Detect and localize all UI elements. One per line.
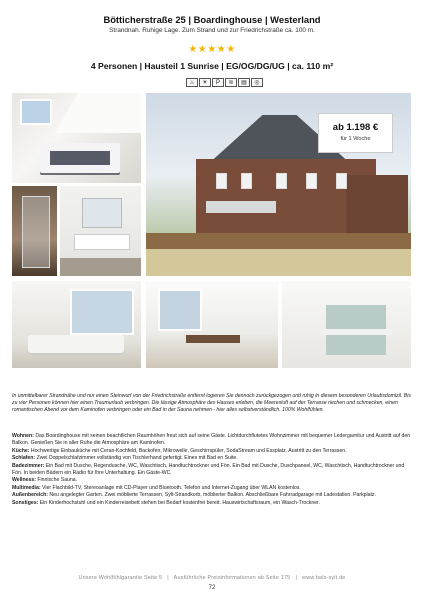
- photo-bedroom: [12, 93, 141, 183]
- feature-item: Sonstiges: Ein Kinderhochstuhl und ein Kinderreisebett stehen bei Bedarf kostenfrei bereit. Hauswirtschaftsraum, ein Wasch-Trockner.: [12, 499, 320, 506]
- page-subtitle: Strandnah. Ruhige Lage. Zum Strand und zur Friedrichstraße ca. 100 m.: [109, 27, 315, 34]
- photo-shower: [12, 186, 57, 276]
- price-amount: ab 1.198 €: [332, 122, 379, 133]
- parking-icon: P: [212, 78, 224, 87]
- sauna-icon: ♨: [186, 78, 198, 87]
- dishwasher-icon: ▤: [238, 78, 250, 87]
- property-info: 4 Personen | Hausteil 1 Sunrise | EG/OG/DG/UG | ca. 110 m²: [90, 61, 334, 71]
- feature-item: Badezimmer: Ein Bad mit Dusche, Regendusche, WC, Waschtisch, Handtuchtrockner und Fön. Ein Bad mit Dusche, Duschpaneel, WC, Waschtisch, Handtuchtrockner und Fön. In beiden Bädern ein Radio für Ihre Unterhaltung. Ein Gäste-WC.: [12, 462, 405, 477]
- feature-item: Wellness: Finnische Sauna.: [12, 477, 78, 484]
- feature-item: Multimedia: Vier Flachbild-TV, Stereoanlage mit CD-Player und Bluetooth. Telefon und Internet-Zugang über WLAN kostenlos.: [12, 484, 301, 491]
- photo-washbasin: [60, 186, 141, 276]
- price-badge: [318, 113, 393, 153]
- page-number: 72: [208, 585, 216, 591]
- rating-stars: ★★★★★: [188, 44, 236, 55]
- photo-dining-area: [146, 281, 278, 368]
- feature-item: Küche: Hochwertige Einbauküche mit Ceran-Kochfeld, Backofen, Mikrowelle, Geschirrspüler, SodaStream und Essplatz. Austritt zu den Terrassen.: [12, 447, 347, 454]
- intro-text: In unmittelbarer Strandnähe und nur einen Steinwurf von der Friedrichstraße entfernt logieren Sie dennoch zurückgezogen und ruhig in diesem besonderen Urlaubsdomizil. Bis zu vier Personen können hier einen Traumurlaub verbringen. Die lässige Atmosphäre des Hauses erleben, die Meeresluft auf der Terrasse riechen und schmecken, einen romantischen Abend vor dem Kaminofen verbringen oder ein Bad in der Sauna nehmen - hier alles selbstverständlich. 100% Wohlfühlen.: [12, 393, 411, 413]
- wifi-icon: ≋: [225, 78, 237, 87]
- terrace-icon: ☀: [199, 78, 211, 87]
- photo-living-room: [12, 281, 141, 368]
- page-title: Bötticherstraße 25 | Boardinghouse | Westerland: [103, 14, 321, 25]
- footer-links: Unsere Wohlfühlgarantie Seite 5 | Ausführliche Preisinformationen ab Seite 175 | www.bals-sylt.de: [78, 575, 346, 581]
- amenity-icons: [186, 78, 263, 87]
- feature-item: Schlafen: Zwei Doppelschlafzimmer vollständig von Tischlerhand gefertigt. Eines mit Bad en Suite.: [12, 455, 238, 462]
- feature-item: Außenbereich: Neu angelegter Garten. Zwei möblierte Terrassen, Sylt-Strandkorb, möblierter Balkon. Abschließbare Fahrradgarage mit Ladestation. Parkplatz.: [12, 492, 376, 499]
- feature-item: Wohnen: Das Boardinghouse mit seinen beachtlichen Raumhöhen freut sich auf seine Gäste. Lichtdurchflutetes Wohnzimmer mit bequemer Ledergarnitur und Austritt auf den Balkon. Genießen Sie in aller Ruhe die Atmosphäre am Kaminofen.: [12, 433, 411, 447]
- price-period: für 1 Woche: [340, 136, 371, 142]
- photo-kitchen: [282, 281, 411, 368]
- washer-icon: ◎: [251, 78, 263, 87]
- feature-list: [12, 433, 412, 507]
